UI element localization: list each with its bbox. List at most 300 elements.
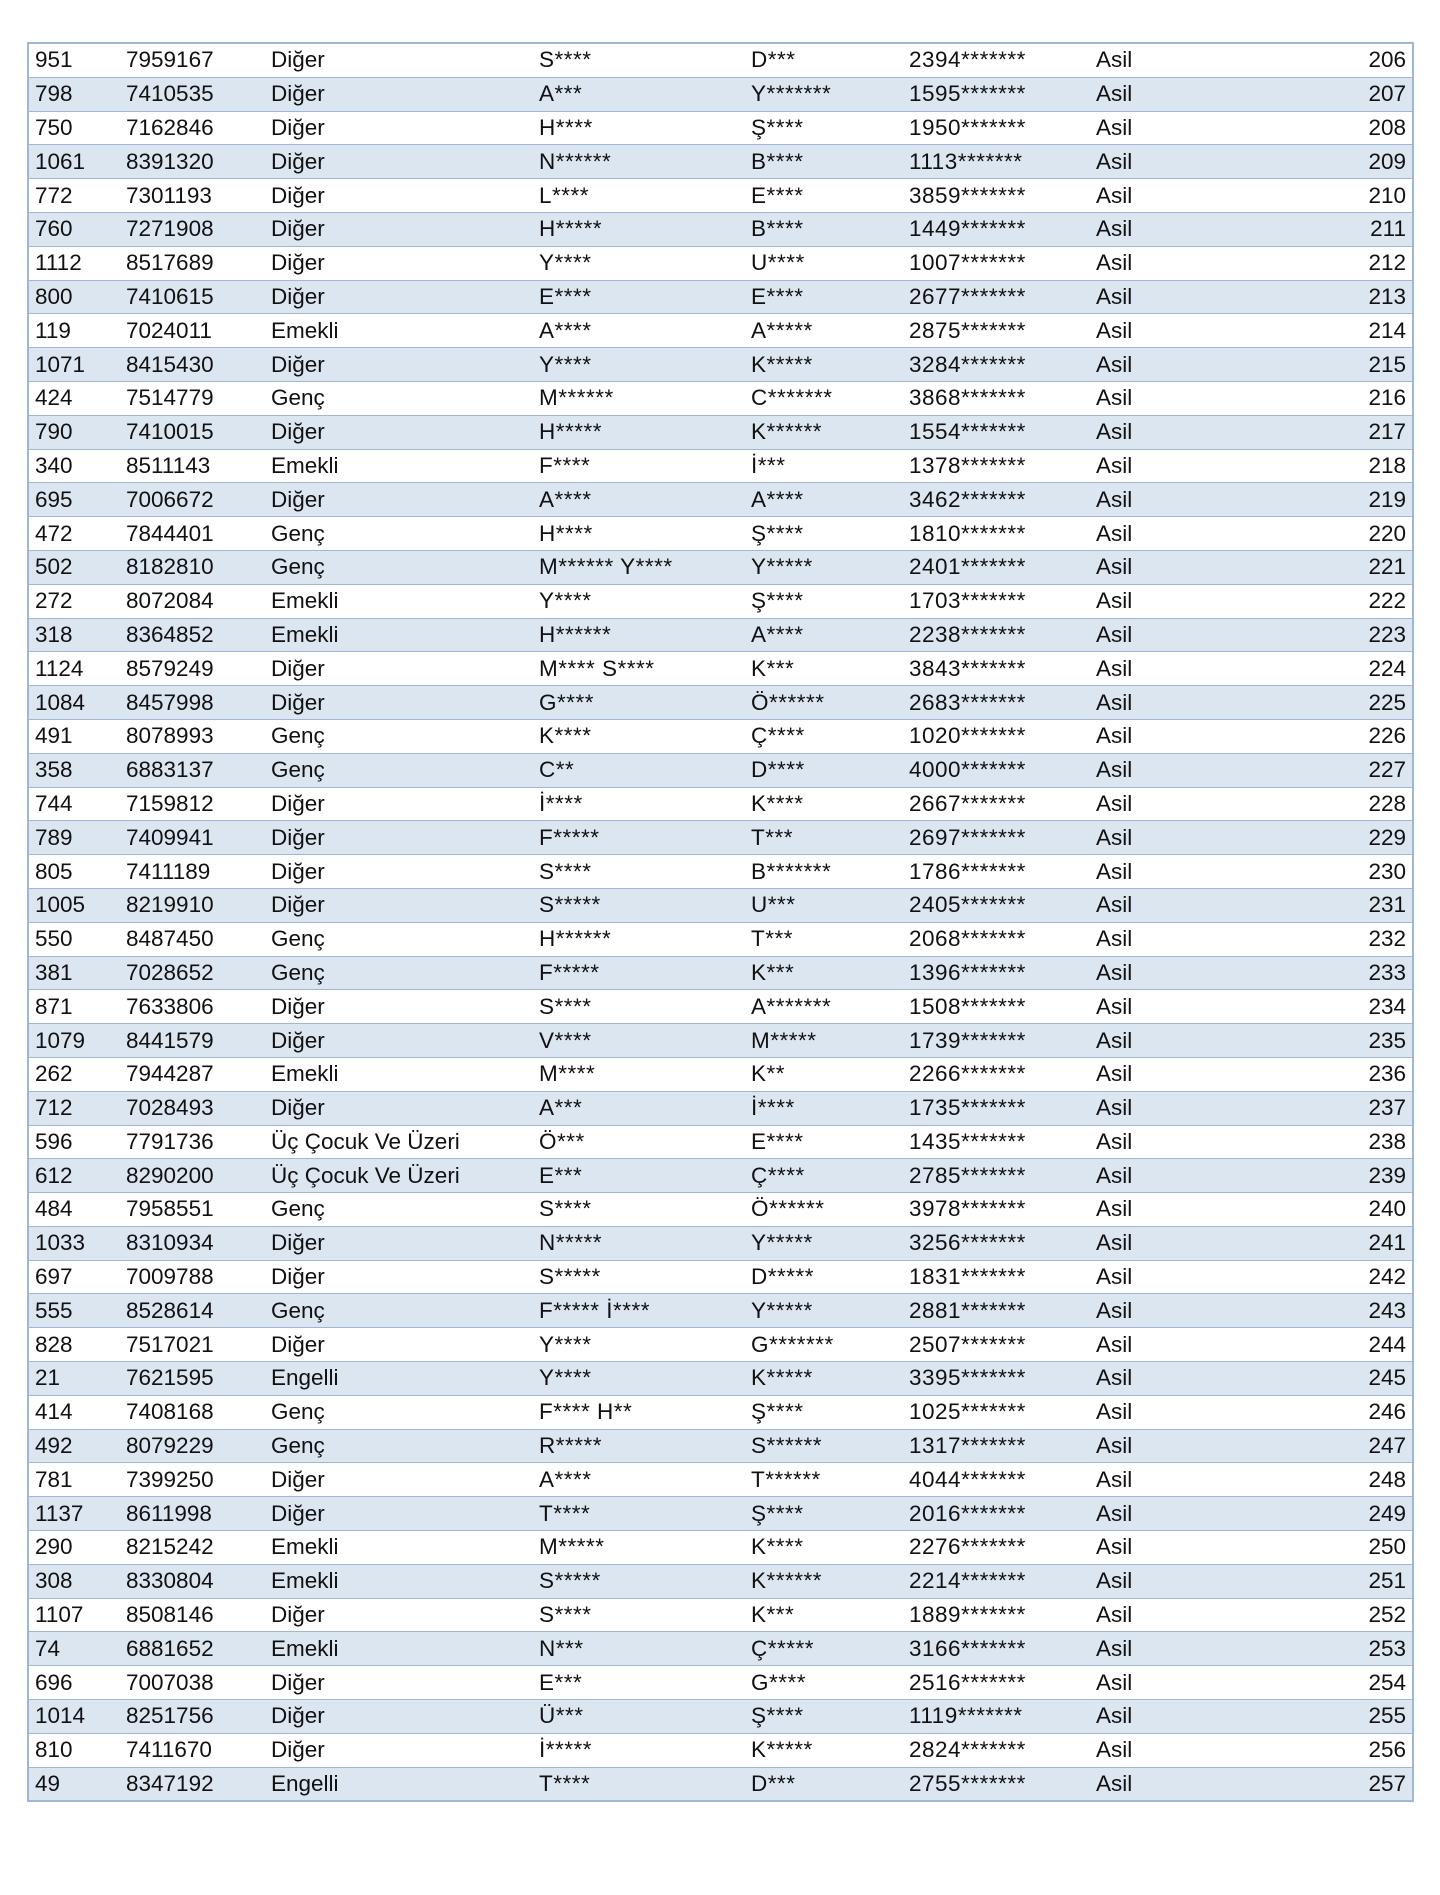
cell-first-name: S**** [533,855,745,889]
cell-status: Asil [1090,1531,1200,1565]
cell-first-name: N***** [533,1226,745,1260]
cell-order-number: 596 [28,1125,120,1159]
table-row [28,686,1413,720]
cell-first-name: H**** [533,111,745,145]
cell-rank: 220 [1200,517,1413,551]
cell-category: Emekli [265,1564,533,1598]
cell-status: Asil [1090,43,1200,77]
cell-rank: 244 [1200,1328,1413,1362]
cell-last-name: E**** [745,280,903,314]
cell-masked-id: 1396******* [903,956,1090,990]
cell-application-number: 8508146 [120,1598,265,1632]
cell-order-number: 805 [28,855,120,889]
cell-masked-id: 1007******* [903,246,1090,280]
table-row [28,888,1413,922]
table-row [28,1193,1413,1227]
cell-first-name: S**** [533,1598,745,1632]
cell-order-number: 781 [28,1463,120,1497]
table-row [28,719,1413,753]
cell-rank: 251 [1200,1564,1413,1598]
cell-last-name: İ*** [745,449,903,483]
cell-first-name: İ**** [533,787,745,821]
cell-last-name: Ş**** [745,111,903,145]
cell-rank: 227 [1200,753,1413,787]
cell-order-number: 789 [28,821,120,855]
cell-masked-id: 1025******* [903,1395,1090,1429]
cell-status: Asil [1090,1429,1200,1463]
cell-rank: 216 [1200,381,1413,415]
table-body [28,43,1413,1801]
table-row [28,753,1413,787]
cell-last-name: Ş**** [745,517,903,551]
cell-category: Üç Çocuk Ve Üzeri [265,1159,533,1193]
cell-order-number: 262 [28,1057,120,1091]
cell-category: Diğer [265,787,533,821]
cell-status: Asil [1090,1564,1200,1598]
table-row [28,990,1413,1024]
cell-order-number: 1061 [28,145,120,179]
cell-category: Diğer [265,1226,533,1260]
cell-last-name: K****** [745,1564,903,1598]
cell-last-name: K** [745,1057,903,1091]
cell-application-number: 7028652 [120,956,265,990]
cell-masked-id: 1113******* [903,145,1090,179]
cell-category: Diğer [265,1700,533,1734]
table-row [28,855,1413,889]
cell-order-number: 472 [28,517,120,551]
cell-category: Diğer [265,415,533,449]
cell-first-name: C** [533,753,745,787]
cell-order-number: 760 [28,212,120,246]
cell-application-number: 8310934 [120,1226,265,1260]
cell-rank: 235 [1200,1024,1413,1058]
table-row [28,618,1413,652]
cell-last-name: B**** [745,145,903,179]
cell-category: Emekli [265,618,533,652]
cell-first-name: F***** [533,821,745,855]
cell-last-name: K***** [745,1362,903,1396]
cell-status: Asil [1090,246,1200,280]
cell-masked-id: 2516******* [903,1666,1090,1700]
cell-status: Asil [1090,1767,1200,1801]
cell-last-name: Ş**** [745,1700,903,1734]
cell-last-name: D*** [745,43,903,77]
cell-first-name: H***** [533,212,745,246]
cell-application-number: 7958551 [120,1193,265,1227]
cell-last-name: S****** [745,1429,903,1463]
cell-application-number: 7944287 [120,1057,265,1091]
cell-status: Asil [1090,1700,1200,1734]
cell-last-name: K*** [745,956,903,990]
cell-status: Asil [1090,1666,1200,1700]
cell-application-number: 6881652 [120,1632,265,1666]
cell-status: Asil [1090,179,1200,213]
cell-masked-id: 3868******* [903,381,1090,415]
cell-masked-id: 2016******* [903,1497,1090,1531]
cell-first-name: S**** [533,990,745,1024]
cell-category: Emekli [265,449,533,483]
cell-application-number: 7007038 [120,1666,265,1700]
cell-category: Diğer [265,145,533,179]
cell-category: Diğer [265,821,533,855]
cell-status: Asil [1090,1395,1200,1429]
cell-category: Diğer [265,348,533,382]
cell-masked-id: 2875******* [903,314,1090,348]
cell-application-number: 8347192 [120,1767,265,1801]
cell-first-name: H****** [533,618,745,652]
cell-masked-id: 3843******* [903,652,1090,686]
cell-last-name: Ş**** [745,1497,903,1531]
cell-category: Diğer [265,1091,533,1125]
cell-status: Asil [1090,314,1200,348]
cell-rank: 239 [1200,1159,1413,1193]
cell-order-number: 1014 [28,1700,120,1734]
cell-last-name: C******* [745,381,903,415]
table-row [28,1294,1413,1328]
cell-masked-id: 1950******* [903,111,1090,145]
cell-category: Genç [265,753,533,787]
table-row [28,1632,1413,1666]
cell-first-name: F***** İ**** [533,1294,745,1328]
cell-application-number: 7162846 [120,111,265,145]
table-row [28,111,1413,145]
cell-category: Diğer [265,1328,533,1362]
cell-first-name: T**** [533,1497,745,1531]
cell-order-number: 272 [28,584,120,618]
results-table [27,42,1414,1802]
cell-rank: 232 [1200,922,1413,956]
table-row [28,1057,1413,1091]
cell-order-number: 798 [28,77,120,111]
cell-masked-id: 1889******* [903,1598,1090,1632]
table-row [28,1226,1413,1260]
cell-rank: 222 [1200,584,1413,618]
cell-masked-id: 2881******* [903,1294,1090,1328]
cell-status: Asil [1090,821,1200,855]
cell-status: Asil [1090,212,1200,246]
cell-category: Emekli [265,1057,533,1091]
cell-application-number: 7791736 [120,1125,265,1159]
cell-category: Diğer [265,855,533,889]
cell-masked-id: 2276******* [903,1531,1090,1565]
cell-application-number: 8391320 [120,145,265,179]
cell-last-name: B**** [745,212,903,246]
cell-rank: 215 [1200,348,1413,382]
cell-first-name: İ***** [533,1733,745,1767]
cell-application-number: 7301193 [120,179,265,213]
cell-status: Asil [1090,922,1200,956]
cell-first-name: S**** [533,43,745,77]
cell-first-name: M**** S**** [533,652,745,686]
table-row [28,145,1413,179]
cell-application-number: 6883137 [120,753,265,787]
cell-order-number: 414 [28,1395,120,1429]
cell-first-name: Ö*** [533,1125,745,1159]
cell-application-number: 8528614 [120,1294,265,1328]
table-row [28,1159,1413,1193]
cell-order-number: 21 [28,1362,120,1396]
cell-status: Asil [1090,483,1200,517]
table-row [28,1598,1413,1632]
cell-order-number: 491 [28,719,120,753]
cell-first-name: H**** [533,517,745,551]
cell-first-name: T**** [533,1767,745,1801]
cell-status: Asil [1090,956,1200,990]
cell-status: Asil [1090,145,1200,179]
cell-masked-id: 1735******* [903,1091,1090,1125]
cell-status: Asil [1090,1125,1200,1159]
table-row [28,517,1413,551]
cell-category: Genç [265,1294,533,1328]
cell-masked-id: 3859******* [903,179,1090,213]
cell-first-name: N****** [533,145,745,179]
cell-masked-id: 2266******* [903,1057,1090,1091]
cell-category: Diğer [265,43,533,77]
cell-application-number: 8079229 [120,1429,265,1463]
table-row [28,348,1413,382]
cell-order-number: 424 [28,381,120,415]
cell-category: Genç [265,550,533,584]
cell-rank: 243 [1200,1294,1413,1328]
cell-rank: 219 [1200,483,1413,517]
cell-rank: 208 [1200,111,1413,145]
table-row [28,43,1413,77]
table-row [28,1125,1413,1159]
cell-order-number: 1084 [28,686,120,720]
cell-status: Asil [1090,449,1200,483]
cell-first-name: Y**** [533,584,745,618]
cell-status: Asil [1090,719,1200,753]
table-row [28,1260,1413,1294]
cell-category: Emekli [265,1632,533,1666]
cell-status: Asil [1090,280,1200,314]
cell-last-name: K**** [745,787,903,821]
cell-status: Asil [1090,1463,1200,1497]
cell-rank: 225 [1200,686,1413,720]
cell-masked-id: 1378******* [903,449,1090,483]
cell-application-number: 7006672 [120,483,265,517]
cell-status: Asil [1090,517,1200,551]
cell-last-name: T****** [745,1463,903,1497]
cell-rank: 242 [1200,1260,1413,1294]
cell-first-name: A*** [533,77,745,111]
cell-masked-id: 1554******* [903,415,1090,449]
cell-rank: 250 [1200,1531,1413,1565]
cell-rank: 245 [1200,1362,1413,1396]
cell-rank: 218 [1200,449,1413,483]
cell-application-number: 8251756 [120,1700,265,1734]
cell-order-number: 119 [28,314,120,348]
cell-rank: 248 [1200,1463,1413,1497]
cell-last-name: T*** [745,922,903,956]
cell-masked-id: 3462******* [903,483,1090,517]
cell-first-name: M****** Y**** [533,550,745,584]
cell-category: Engelli [265,1767,533,1801]
cell-order-number: 381 [28,956,120,990]
table-row [28,922,1413,956]
cell-masked-id: 1810******* [903,517,1090,551]
table-row [28,550,1413,584]
cell-masked-id: 1119******* [903,1700,1090,1734]
table-row [28,787,1413,821]
cell-category: Üç Çocuk Ve Üzeri [265,1125,533,1159]
cell-last-name: E**** [745,1125,903,1159]
cell-order-number: 550 [28,922,120,956]
cell-order-number: 871 [28,990,120,1024]
cell-application-number: 8579249 [120,652,265,686]
cell-application-number: 7409941 [120,821,265,855]
cell-application-number: 8290200 [120,1159,265,1193]
cell-application-number: 8215242 [120,1531,265,1565]
cell-application-number: 8517689 [120,246,265,280]
cell-last-name: Y***** [745,1294,903,1328]
cell-first-name: V**** [533,1024,745,1058]
cell-order-number: 612 [28,1159,120,1193]
cell-order-number: 712 [28,1091,120,1125]
cell-last-name: D***** [745,1260,903,1294]
cell-order-number: 555 [28,1294,120,1328]
cell-application-number: 7009788 [120,1260,265,1294]
cell-masked-id: 2238******* [903,618,1090,652]
cell-first-name: A*** [533,1091,745,1125]
cell-first-name: F**** H** [533,1395,745,1429]
cell-masked-id: 1786******* [903,855,1090,889]
cell-masked-id: 2785******* [903,1159,1090,1193]
cell-rank: 209 [1200,145,1413,179]
cell-status: Asil [1090,1057,1200,1091]
cell-first-name: Y**** [533,246,745,280]
cell-order-number: 1137 [28,1497,120,1531]
table-row [28,246,1413,280]
cell-last-name: U*** [745,888,903,922]
cell-status: Asil [1090,1226,1200,1260]
table-row [28,652,1413,686]
cell-masked-id: 2405******* [903,888,1090,922]
cell-rank: 221 [1200,550,1413,584]
cell-application-number: 8511143 [120,449,265,483]
cell-rank: 252 [1200,1598,1413,1632]
cell-application-number: 7408168 [120,1395,265,1429]
cell-category: Diğer [265,179,533,213]
cell-order-number: 1033 [28,1226,120,1260]
cell-application-number: 7844401 [120,517,265,551]
cell-order-number: 1071 [28,348,120,382]
cell-first-name: M***** [533,1531,745,1565]
cell-masked-id: 2068******* [903,922,1090,956]
cell-masked-id: 2401******* [903,550,1090,584]
cell-status: Asil [1090,686,1200,720]
cell-masked-id: 3395******* [903,1362,1090,1396]
cell-status: Asil [1090,111,1200,145]
cell-rank: 253 [1200,1632,1413,1666]
cell-status: Asil [1090,787,1200,821]
cell-order-number: 308 [28,1564,120,1598]
cell-category: Diğer [265,990,533,1024]
cell-first-name: K**** [533,719,745,753]
cell-category: Emekli [265,1531,533,1565]
cell-order-number: 74 [28,1632,120,1666]
cell-status: Asil [1090,1193,1200,1227]
cell-first-name: F***** [533,956,745,990]
cell-rank: 210 [1200,179,1413,213]
cell-status: Asil [1090,1159,1200,1193]
cell-status: Asil [1090,1328,1200,1362]
cell-rank: 212 [1200,246,1413,280]
cell-first-name: Y**** [533,348,745,382]
cell-application-number: 7399250 [120,1463,265,1497]
cell-rank: 226 [1200,719,1413,753]
cell-rank: 207 [1200,77,1413,111]
cell-masked-id: 2824******* [903,1733,1090,1767]
cell-status: Asil [1090,1091,1200,1125]
cell-order-number: 340 [28,449,120,483]
cell-first-name: A**** [533,314,745,348]
cell-last-name: Ş**** [745,584,903,618]
cell-order-number: 951 [28,43,120,77]
cell-order-number: 744 [28,787,120,821]
cell-last-name: İ**** [745,1091,903,1125]
cell-masked-id: 2507******* [903,1328,1090,1362]
cell-order-number: 492 [28,1429,120,1463]
cell-status: Asil [1090,1733,1200,1767]
cell-category: Engelli [265,1362,533,1396]
cell-first-name: H****** [533,922,745,956]
cell-order-number: 1079 [28,1024,120,1058]
cell-category: Diğer [265,246,533,280]
cell-application-number: 8441579 [120,1024,265,1058]
cell-status: Asil [1090,990,1200,1024]
cell-last-name: G******* [745,1328,903,1362]
cell-rank: 247 [1200,1429,1413,1463]
cell-order-number: 1107 [28,1598,120,1632]
cell-order-number: 695 [28,483,120,517]
cell-rank: 241 [1200,1226,1413,1260]
table-row [28,1362,1413,1396]
cell-order-number: 318 [28,618,120,652]
cell-last-name: Y***** [745,1226,903,1260]
cell-order-number: 750 [28,111,120,145]
cell-first-name: S**** [533,1193,745,1227]
cell-first-name: Y**** [533,1362,745,1396]
cell-first-name: F**** [533,449,745,483]
cell-last-name: D*** [745,1767,903,1801]
cell-last-name: G**** [745,1666,903,1700]
cell-status: Asil [1090,618,1200,652]
cell-category: Genç [265,1193,533,1227]
cell-first-name: E*** [533,1666,745,1700]
cell-last-name: Ç**** [745,719,903,753]
table-row [28,381,1413,415]
cell-order-number: 1124 [28,652,120,686]
cell-rank: 240 [1200,1193,1413,1227]
cell-first-name: S***** [533,1564,745,1598]
cell-category: Genç [265,1395,533,1429]
cell-masked-id: 1020******* [903,719,1090,753]
cell-rank: 229 [1200,821,1413,855]
cell-order-number: 290 [28,1531,120,1565]
cell-category: Diğer [265,1598,533,1632]
cell-status: Asil [1090,1362,1200,1396]
table-row [28,1497,1413,1531]
cell-last-name: Ç***** [745,1632,903,1666]
cell-rank: 206 [1200,43,1413,77]
cell-status: Asil [1090,1294,1200,1328]
cell-first-name: A**** [533,483,745,517]
cell-order-number: 772 [28,179,120,213]
cell-application-number: 7271908 [120,212,265,246]
cell-masked-id: 3978******* [903,1193,1090,1227]
cell-category: Genç [265,381,533,415]
